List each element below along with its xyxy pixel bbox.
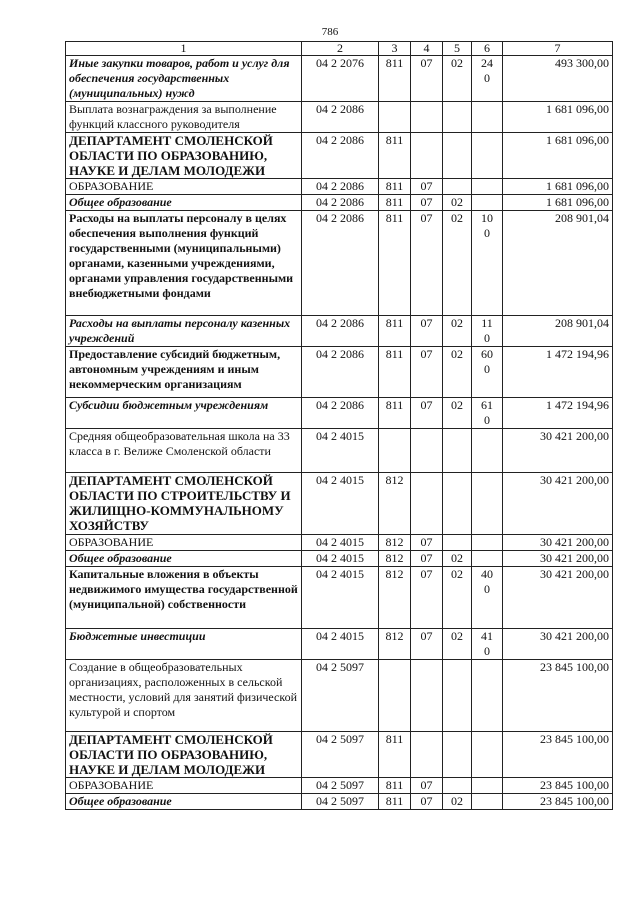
row-name: ОБРАЗОВАНИЕ bbox=[66, 179, 302, 195]
table-row bbox=[66, 535, 613, 551]
row-name: Расходы на выплаты персоналу казенных учреждений bbox=[66, 316, 302, 347]
row-target-code: 04 2 2086 bbox=[302, 398, 379, 429]
row-amount: 208 901,04 bbox=[503, 211, 613, 316]
row-target-code: 04 2 4015 bbox=[302, 551, 379, 567]
table-row bbox=[66, 429, 613, 473]
row-target-code: 04 2 4015 bbox=[302, 429, 379, 473]
row-subsection-code: 02 bbox=[443, 347, 472, 398]
row-name: Иные закупки товаров, работ и услуг для обеспечения государственных (муниципальных) нужд bbox=[66, 56, 302, 102]
row-expense-type bbox=[472, 732, 503, 778]
expense-type-line-1: 60 bbox=[481, 347, 493, 361]
row-expense-type bbox=[472, 102, 503, 133]
table-row bbox=[66, 398, 613, 429]
row-ministry-code bbox=[379, 102, 411, 133]
row-expense-type bbox=[472, 567, 503, 629]
row-section-code: 07 bbox=[411, 567, 443, 629]
row-amount: 23 845 100,00 bbox=[503, 732, 613, 778]
row-target-code: 04 2 4015 bbox=[302, 535, 379, 551]
table-row bbox=[66, 56, 613, 102]
row-expense-type bbox=[472, 794, 503, 810]
row-target-code: 04 2 5097 bbox=[302, 778, 379, 794]
row-expense-type bbox=[472, 535, 503, 551]
header-cell-3: 3 bbox=[379, 42, 411, 56]
row-amount: 1 681 096,00 bbox=[503, 179, 613, 195]
row-section-code: 07 bbox=[411, 211, 443, 316]
row-section-code bbox=[411, 732, 443, 778]
header-cell-4: 4 bbox=[411, 42, 443, 56]
expense-type-line-1: 61 bbox=[481, 398, 493, 412]
row-section-code: 07 bbox=[411, 316, 443, 347]
row-section-code bbox=[411, 133, 443, 179]
row-ministry-code: 812 bbox=[379, 473, 411, 535]
header-row bbox=[66, 42, 613, 56]
row-subsection-code bbox=[443, 133, 472, 179]
row-target-code: 04 2 2086 bbox=[302, 195, 379, 211]
header-cell-6: 6 bbox=[472, 42, 503, 56]
table-row bbox=[66, 316, 613, 347]
row-subsection-code bbox=[443, 660, 472, 732]
row-name: Расходы на выплаты персоналу в целях обеспечения выполнения функций государственными (муниципальными) органами, казенными учреждениями, органами управления государственными внебюджетными фондами bbox=[66, 211, 302, 316]
row-expense-type bbox=[472, 778, 503, 794]
row-subsection-code: 02 bbox=[443, 567, 472, 629]
expense-type-line-2: 0 bbox=[484, 644, 490, 658]
table-row bbox=[66, 347, 613, 398]
row-name: ОБРАЗОВАНИЕ bbox=[66, 778, 302, 794]
row-name: Капитальные вложения в объекты недвижимого имущества государственной (муниципальной) собственности bbox=[66, 567, 302, 629]
expense-type-line-1: 41 bbox=[481, 629, 493, 643]
row-section-code: 07 bbox=[411, 535, 443, 551]
row-expense-type bbox=[472, 660, 503, 732]
row-name: ДЕПАРТАМЕНТ СМОЛЕНСКОЙ ОБЛАСТИ ПО ОБРАЗОВАНИЮ, НАУКЕ И ДЕЛАМ МОЛОДЕЖИ bbox=[66, 732, 302, 778]
row-ministry-code: 811 bbox=[379, 179, 411, 195]
budget-table bbox=[65, 41, 613, 810]
row-name: Бюджетные инвестиции bbox=[66, 629, 302, 660]
expense-type-line-1: 40 bbox=[481, 567, 493, 581]
header-cell-2: 2 bbox=[302, 42, 379, 56]
row-section-code: 07 bbox=[411, 794, 443, 810]
header-cell-1: 1 bbox=[66, 42, 302, 56]
row-target-code: 04 2 4015 bbox=[302, 629, 379, 660]
table-row bbox=[66, 660, 613, 732]
row-expense-type bbox=[472, 56, 503, 102]
row-target-code: 04 2 2086 bbox=[302, 347, 379, 398]
row-amount: 493 300,00 bbox=[503, 56, 613, 102]
header-cell-5: 5 bbox=[443, 42, 472, 56]
row-section-code bbox=[411, 429, 443, 473]
row-ministry-code: 812 bbox=[379, 535, 411, 551]
row-expense-type bbox=[472, 347, 503, 398]
expense-type-line-2: 0 bbox=[484, 71, 490, 85]
row-section-code: 07 bbox=[411, 398, 443, 429]
row-amount: 1 681 096,00 bbox=[503, 133, 613, 179]
row-subsection-code bbox=[443, 778, 472, 794]
row-name: Общее образование bbox=[66, 794, 302, 810]
row-section-code: 07 bbox=[411, 551, 443, 567]
row-target-code: 04 2 2076 bbox=[302, 56, 379, 102]
row-amount: 30 421 200,00 bbox=[503, 567, 613, 629]
row-ministry-code: 811 bbox=[379, 133, 411, 179]
row-subsection-code bbox=[443, 102, 472, 133]
row-amount: 1 472 194,96 bbox=[503, 398, 613, 429]
row-target-code: 04 2 2086 bbox=[302, 179, 379, 195]
row-ministry-code: 811 bbox=[379, 794, 411, 810]
table-row bbox=[66, 567, 613, 629]
row-target-code: 04 2 5097 bbox=[302, 732, 379, 778]
row-name: Общее образование bbox=[66, 551, 302, 567]
row-amount: 30 421 200,00 bbox=[503, 551, 613, 567]
row-target-code: 04 2 5097 bbox=[302, 794, 379, 810]
row-name: Предоставление субсидий бюджетным, автономным учреждениям и иным некоммерческим организациям bbox=[66, 347, 302, 398]
row-section-code: 07 bbox=[411, 778, 443, 794]
row-amount: 1 681 096,00 bbox=[503, 102, 613, 133]
row-expense-type bbox=[472, 133, 503, 179]
table-row bbox=[66, 794, 613, 810]
row-name: ДЕПАРТАМЕНТ СМОЛЕНСКОЙ ОБЛАСТИ ПО СТРОИТЕЛЬСТВУ И ЖИЛИЩНО-КОММУНАЛЬНОМУ ХОЗЯЙСТВУ bbox=[66, 473, 302, 535]
row-subsection-code bbox=[443, 429, 472, 473]
expense-type-line-2: 0 bbox=[484, 362, 490, 376]
row-subsection-code: 02 bbox=[443, 794, 472, 810]
expense-type-line-2: 0 bbox=[484, 582, 490, 596]
row-target-code: 04 2 5097 bbox=[302, 660, 379, 732]
row-amount: 23 845 100,00 bbox=[503, 660, 613, 732]
header-cell-7: 7 bbox=[503, 42, 613, 56]
table-row bbox=[66, 473, 613, 535]
row-section-code bbox=[411, 660, 443, 732]
row-amount: 23 845 100,00 bbox=[503, 778, 613, 794]
row-ministry-code: 811 bbox=[379, 195, 411, 211]
row-section-code: 07 bbox=[411, 56, 443, 102]
row-expense-type bbox=[472, 429, 503, 473]
table-row bbox=[66, 195, 613, 211]
row-subsection-code: 02 bbox=[443, 551, 472, 567]
expense-type-line-2: 0 bbox=[484, 413, 490, 427]
row-section-code: 07 bbox=[411, 195, 443, 211]
row-target-code: 04 2 4015 bbox=[302, 567, 379, 629]
row-amount: 1 681 096,00 bbox=[503, 195, 613, 211]
row-name: Создание в общеобразовательных организациях, расположенных в сельской местности, условий для занятий физической культурой и спортом bbox=[66, 660, 302, 732]
expense-type-line-2: 0 bbox=[484, 226, 490, 240]
row-name: ОБРАЗОВАНИЕ bbox=[66, 535, 302, 551]
table-row bbox=[66, 102, 613, 133]
row-amount: 30 421 200,00 bbox=[503, 473, 613, 535]
row-ministry-code: 811 bbox=[379, 778, 411, 794]
row-target-code: 04 2 2086 bbox=[302, 316, 379, 347]
row-ministry-code: 811 bbox=[379, 211, 411, 316]
row-subsection-code: 02 bbox=[443, 56, 472, 102]
row-subsection-code bbox=[443, 179, 472, 195]
row-ministry-code: 812 bbox=[379, 551, 411, 567]
row-name: ДЕПАРТАМЕНТ СМОЛЕНСКОЙ ОБЛАСТИ ПО ОБРАЗОВАНИЮ, НАУКЕ И ДЕЛАМ МОЛОДЕЖИ bbox=[66, 133, 302, 179]
row-section-code: 07 bbox=[411, 347, 443, 398]
row-ministry-code: 811 bbox=[379, 56, 411, 102]
row-expense-type bbox=[472, 316, 503, 347]
row-target-code: 04 2 4015 bbox=[302, 473, 379, 535]
row-subsection-code bbox=[443, 473, 472, 535]
row-subsection-code: 02 bbox=[443, 629, 472, 660]
row-expense-type bbox=[472, 179, 503, 195]
row-subsection-code: 02 bbox=[443, 316, 472, 347]
row-subsection-code bbox=[443, 535, 472, 551]
row-amount: 208 901,04 bbox=[503, 316, 613, 347]
table-row bbox=[66, 778, 613, 794]
row-section-code bbox=[411, 102, 443, 133]
row-target-code: 04 2 2086 bbox=[302, 211, 379, 316]
row-ministry-code: 812 bbox=[379, 629, 411, 660]
expense-type-line-1: 24 bbox=[481, 56, 493, 70]
expense-type-line-1: 11 bbox=[481, 316, 493, 330]
row-subsection-code: 02 bbox=[443, 195, 472, 211]
row-ministry-code: 811 bbox=[379, 316, 411, 347]
expense-type-line-1: 10 bbox=[481, 211, 493, 225]
table-row bbox=[66, 179, 613, 195]
row-name: Выплата вознаграждения за выполнение функций классного руководителя bbox=[66, 102, 302, 133]
row-ministry-code bbox=[379, 429, 411, 473]
row-expense-type bbox=[472, 629, 503, 660]
row-expense-type bbox=[472, 195, 503, 211]
table-row bbox=[66, 551, 613, 567]
row-amount: 30 421 200,00 bbox=[503, 429, 613, 473]
row-expense-type bbox=[472, 211, 503, 316]
expense-type-line-2: 0 bbox=[484, 331, 490, 345]
table-row bbox=[66, 211, 613, 316]
table-row bbox=[66, 133, 613, 179]
row-section-code: 07 bbox=[411, 179, 443, 195]
row-name: Общее образование bbox=[66, 195, 302, 211]
row-ministry-code bbox=[379, 660, 411, 732]
row-ministry-code: 812 bbox=[379, 567, 411, 629]
row-section-code: 07 bbox=[411, 629, 443, 660]
row-amount: 30 421 200,00 bbox=[503, 629, 613, 660]
row-amount: 1 472 194,96 bbox=[503, 347, 613, 398]
row-name: Субсидии бюджетным учреждениям bbox=[66, 398, 302, 429]
row-ministry-code: 811 bbox=[379, 398, 411, 429]
row-amount: 30 421 200,00 bbox=[503, 535, 613, 551]
page-number: 786 bbox=[321, 26, 339, 38]
table-row bbox=[66, 732, 613, 778]
row-expense-type bbox=[472, 398, 503, 429]
row-subsection-code bbox=[443, 732, 472, 778]
row-ministry-code: 811 bbox=[379, 347, 411, 398]
table-row bbox=[66, 629, 613, 660]
row-target-code: 04 2 2086 bbox=[302, 102, 379, 133]
row-subsection-code: 02 bbox=[443, 398, 472, 429]
row-name: Средняя общеобразовательная школа на 33 класса в г. Велиже Смоленской области bbox=[66, 429, 302, 473]
row-subsection-code: 02 bbox=[443, 211, 472, 316]
row-section-code bbox=[411, 473, 443, 535]
row-expense-type bbox=[472, 551, 503, 567]
row-ministry-code: 811 bbox=[379, 732, 411, 778]
row-expense-type bbox=[472, 473, 503, 535]
row-amount: 23 845 100,00 bbox=[503, 794, 613, 810]
row-target-code: 04 2 2086 bbox=[302, 133, 379, 179]
